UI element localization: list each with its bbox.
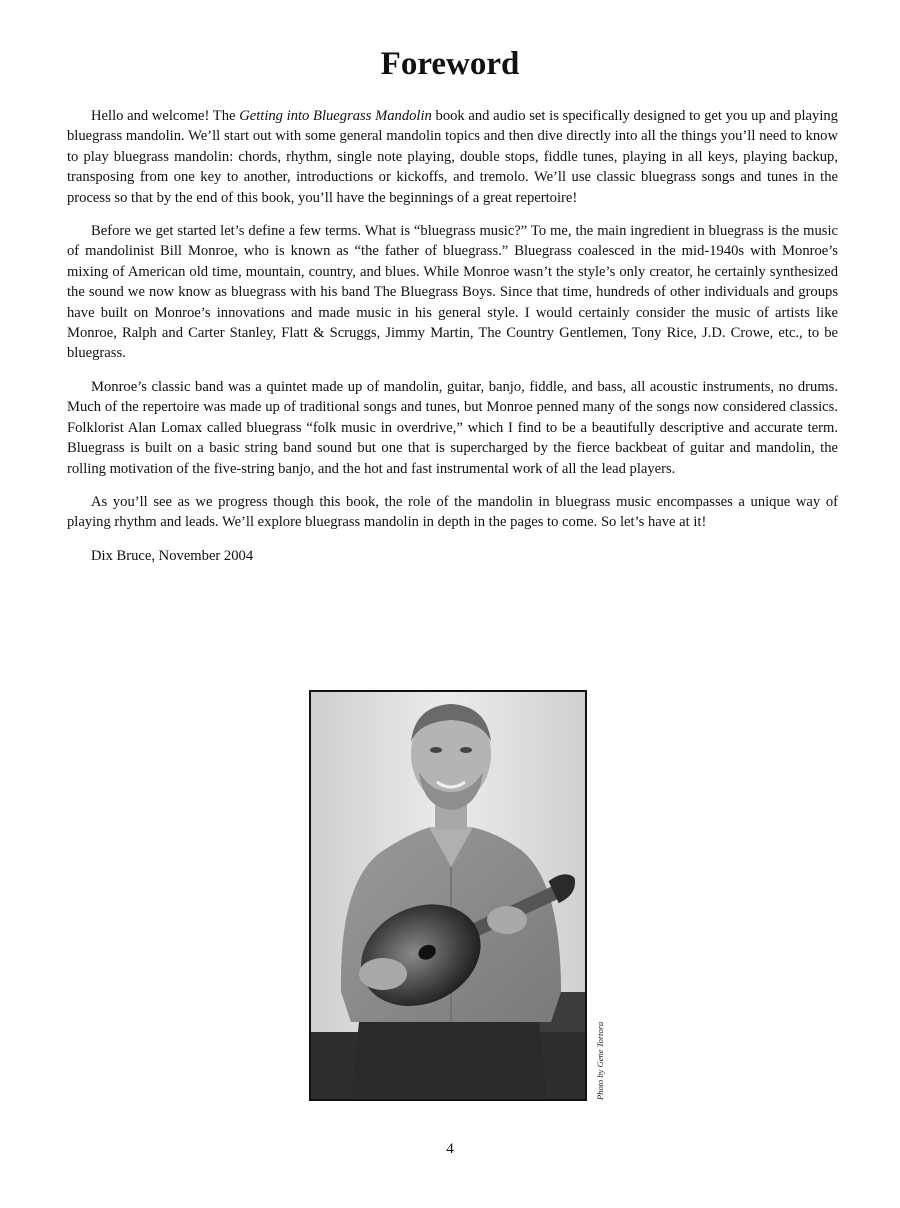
author-photo	[309, 690, 587, 1101]
signature: Dix Bruce, November 2004	[91, 547, 254, 564]
paragraph-1-rest: book and audio set is specifically designed to get you up and playing bluegrass mandolin. We’ll start out with some general mandolin topics and then dive directly into all the things you’ll need to know to play bluegrass mandolin: chords, rhythm, single note playing, double stops, fiddle tunes, playing in all keys, playing backup, transposing from one key to another, introductions or kickoffs, and tremolo. We’ll use classic bluegrass songs and tunes in the process so that by the end of this book, you’ll have the beginnings of a great repertoire!	[67, 108, 838, 206]
paragraph-4: As you’ll see as we progress though this book, the role of the mandolin in bluegrass music encompasses a unique way of playing rhythm and leads. We’ll explore bluegrass mandolin in depth in the pages to come. So let’s have at it!	[67, 493, 838, 531]
paragraph-1	[67, 106, 838, 208]
author-with-mandolin-image	[311, 692, 585, 1099]
foreword-body	[67, 106, 838, 566]
page-title: Foreword	[380, 46, 520, 82]
paragraph-1-start: Hello and welcome! The	[91, 108, 240, 124]
page-number: 4	[446, 1141, 454, 1157]
book-title: Getting into Bluegrass Mandolin	[239, 108, 432, 124]
paragraph-3: Monroe’s classic band was a quintet made up of mandolin, guitar, banjo, fiddle, and bass, all acoustic instruments, no drums. Much of the repertoire was made up of traditional songs and tunes, but Monroe penned many of the songs now considered classics. Folklorist Alan Lomax called bluegrass “folk music in overdrive,” which I find to be a beautifully descriptive and accurate term. Bluegrass is built on a basic string band sound but one that is supercharged by the fierce backbeat of guitar and mandolin, the rolling motivation of the five-string banjo, and the hot and fast instrumental work of all the lead players.	[67, 378, 838, 477]
paragraph-2: Before we get started let’s define a few terms. What is “bluegrass music?” To me, the main ingredient in bluegrass is the music of mandolinist Bill Monroe, who is known as “the father of bluegrass.” Bluegrass coalesced in the mid-1940s with Monroe’s mixing of American old time, mountain, country, and blues. While Monroe wasn’t the style’s only creator, he certainly synthesized the sound we now know as bluegrass with his band The Bluegrass Boys. Since that time, hundreds of other individuals and groups have built on Monroe’s innovations and made music in his general style. I would certainly consider the music of artists like Monroe, Ralph and Carter Stanley, Flatt & Scruggs, Jimmy Martin, The Country Gentlemen, Tony Rice, J.D. Crowe, etc., to be bluegrass.	[67, 223, 838, 362]
photo-credit: Photo by Gene Tortora	[595, 1021, 605, 1100]
